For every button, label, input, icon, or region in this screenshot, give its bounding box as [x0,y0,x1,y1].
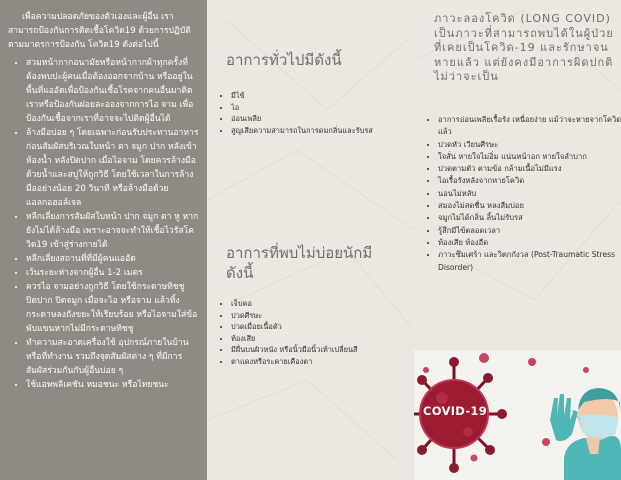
list-item: • สวมหน้ากากอนามัยหรือหน้ากากผ้าทุกครั้งที่ต้องพบปะผู้คนเมื่อต้องออกจากบ้าน หรืออยู่ในพื้นที่แออัดเพื่อป้องกันเชื้อโรคจากคนอื่นมาติดเราหรือป้องกันฝอยละอองจากการไอ จาม เพื่อป้องกันเชื้อจากเราที่อาจจะไปติดผู้อื่นได้ [26,56,199,126]
list-item: • รู้สึกมีไข้ตลอดเวลา [438,225,621,237]
list-item: • ทำความสะอาดเครื่องใช้ อุปกรณ์ภายในบ้าน หรือที่ทำงาน รวมถึงจุดสัมผัสต่าง ๆ ที่มีการสัมผัสร่วมกันกับผู้อื่นบ่อย ๆ [26,336,199,378]
list-item: • ใช้แอพพลิเคชัน หมอชนะ หรือไทยชนะ [26,378,199,392]
list-item: • เจ็บคอ [231,298,414,310]
list-item: • ควรไอ จามอย่างถูกวิธี โดยใช้กระดาษทิชชู ปิดปาก ปิดจมูก เมื่อจะไอ หรือจาม แล้วทิ้งกระดาษลงถังขยะให้เรียบร้อย หรือไอจามใส่ข้อพับแขนหากไม่มีกระดาษทิชชู [26,280,199,336]
list-item: • ใจสั่น หายใจไม่อิ่ม แน่นหน้าอก หายใจลำบาก [438,151,621,163]
list-item: • ปวดเมื่อยเนื้อตัว [231,321,414,333]
long-covid-list [426,114,621,274]
list-item: • อ่อนเพลีย [231,113,414,125]
list-item: • ท้องเสีย [231,333,414,345]
list-item: • ล้างมือบ่อย ๆ โดยเฉพาะก่อนรับประทานอาหาร ก่อนสัมผัสบริเวณใบหน้า ตา จมูก ปาก หลังเข้าห้องน้ำ หลังปิดปาก เมื่อไอจาม โดยควรล้างมือด้วยน้ำและสบู่ให้ถูกวิธี โดยใช้เวลาในการล้างมืออย่างน้อย 20 วินาที หรือล้างมือด้วยแอลกอฮอล์เจล [26,126,199,210]
list-item: • ไอ [231,102,414,114]
list-item: • หลีกเลี่ยงสถานที่ที่มีผู้คนแออัด [26,252,199,266]
list-item: • นอนไม่หลับ [438,188,621,200]
covid-illustration [414,350,621,480]
list-item: • ภาวะซึมเศร้า และวิตกกังวล (Post-Traumatic Stress Disorder) [438,249,621,274]
list-item: • ปวดหัว เวียนศีรษะ [438,139,621,151]
symptoms-panel [207,0,414,480]
prevention-list [8,56,199,392]
list-item: • ไอเรื้อรังหลังจากหายโควิด [438,175,621,187]
list-item: • เว้นระยะห่างจากผู้อื่น 1-2 เมตร [26,266,199,280]
list-item: • จมูกไม่ได้กลิ่น ลิ้นไม่รับรส [438,212,621,224]
prevention-panel [0,0,207,480]
covid-label: COVID-19 [423,404,488,418]
list-item: • ท้องเสีย ท้องอืด [438,237,621,249]
list-item: • สูญเสียความสามารถในการดมกลิ่นและรับรส [231,125,414,137]
list-item: • ปวดศีรษะ [231,310,414,322]
list-item: • อาการอ่อนเพลียเรื้อรัง เหนื่อยง่าย แม้ว่าจะหายจากโควิดแล้ว [438,114,621,139]
long-covid-title: ภาวะลองโควิด (LONG COVID) เป็นภาวะที่สามารถพบได้ในผู้ป่วยที่เคยเป็นโควิด-19 และรักษาจนหายแล้ว แต่ยังคงมีอาการผิดปกติ ไม่ว่าจะเป็น [434,12,614,83]
general-symptoms-title: อาการทั่วไปมีดังนี้ [226,51,342,69]
list-item: • มีไข้ [231,90,414,102]
list-item: • ตาแดงหรือระคายเคืองตา [231,356,414,368]
list-item: • ปวดตามตัว ตามข้อ กล้ามเนื้อไม่มีแรง [438,163,621,175]
list-item: • หลีกเลี่ยงการสัมผัสใบหน้า ปาก จมูก ตา หู หากยังไม่ได้ล้างมือ เพราะอาจจะทำให้เชื้อไวรัสโควิด19 เข้าสู่ร่างกายได้ [26,210,199,252]
prevention-intro: เพื่อความปลอดภัยของตัวเองและผู้อื่น เราสามารถป้องกันการติดเชื้อโควิด19 ด้วยการปฏิบัติตามมาตรการป้องกัน โควิด19 ดังต่อไปนี้ [8,12,191,50]
background-lines-decoration [207,0,414,480]
list-item: • มีผื่นบนผิวหนัง หรือนิ้วมือนิ้วเท้าเปลี่ยนสี [231,344,414,356]
general-symptoms-list [217,90,414,136]
rare-symptoms-list [217,298,414,367]
list-item: • สมองไม่สดชื่น หลงลืมบ่อย [438,200,621,212]
rare-symptoms-title: อาการที่พบไม่บ่อยนักมีดังนี้ [226,244,373,282]
